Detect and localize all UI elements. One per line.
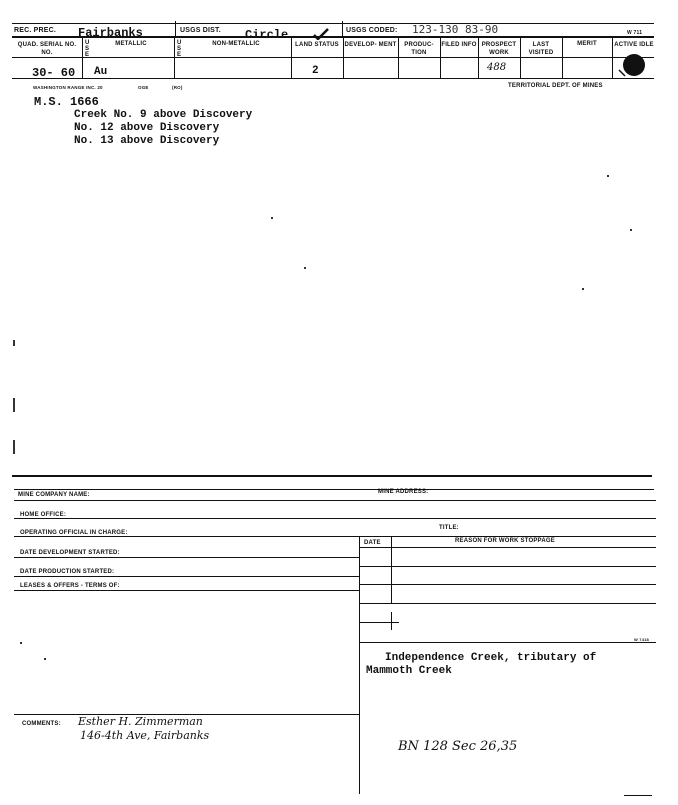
claim-line-3: No. 13 above Discovery [74, 135, 220, 147]
check-mark-icon [313, 27, 329, 39]
date-production-label: DATE PRODUCTION STARTED: [20, 569, 115, 575]
row-quad-serial: 30- 60 [32, 66, 76, 80]
small-code: W 7418 [634, 637, 649, 642]
date-development-label: DATE DEVELOPMENT STARTED: [20, 550, 120, 556]
operating-official-label: OPERATING OFFICIAL IN CHARGE: [20, 530, 128, 536]
ms-number: M.S. 1666 [34, 95, 99, 109]
note-line-1: Independence Creek, tributary of [385, 652, 597, 664]
col-quad-serial: QUAD. SERIAL NO. NO. [17, 42, 77, 56]
title-label: TITLE: [439, 525, 459, 531]
col-use-1: U S E [85, 40, 90, 58]
sub-header-mid1: OGE [138, 85, 149, 90]
scan-speck [13, 440, 15, 454]
usgs-coded-label: USGS CODED: [346, 27, 398, 34]
scan-speck [304, 267, 306, 269]
handwritten-reference: BN 128 Sec 26,35 [398, 739, 518, 754]
col-production: PRODUC- TION [404, 42, 434, 56]
usgs-coded-value: 123-130 83-90 [412, 23, 499, 36]
col-active-idle: ACTIVE IDLE [614, 42, 654, 48]
rec-prec-label: REC. PREC. [14, 27, 57, 34]
col-use-2: U S E [177, 40, 182, 58]
col-prospect-work: PROSPECT WORK [481, 42, 517, 56]
scan-speck [13, 340, 15, 346]
home-office-label: HOME OFFICE: [20, 512, 67, 518]
comment-name: Esther H. Zimmerman [78, 715, 203, 728]
row-prospect-work: 488 [487, 62, 507, 73]
mine-company-label: MINE COMPANY NAME: [18, 492, 90, 498]
row-metallic: Au [94, 66, 108, 78]
scan-speck [20, 642, 22, 644]
sub-header-left: WASHINGTON RANGE INC. 20 [33, 85, 103, 90]
date-col-label: DATE [364, 540, 381, 546]
scan-speck [44, 658, 46, 660]
col-land-status: LAND STATUS [295, 42, 339, 48]
col-non-metallic: NON-METALLIC [212, 41, 260, 47]
usgs-dist-label: USGS DIST. [180, 27, 221, 34]
col-development: DEVELOP- MENT [344, 42, 397, 48]
leases-label: LEASES & OFFERS - TERMS OF: [20, 583, 120, 589]
comments-label: COMMENTS: [22, 721, 61, 727]
note-line-2: Mammoth Creek [366, 665, 452, 677]
active-dot-icon [617, 52, 647, 78]
reason-col-label: REASON FOR WORK STOPPAGE [455, 538, 555, 544]
sub-header-mid2: (RO) [172, 85, 183, 90]
scan-speck [13, 398, 15, 412]
sub-header-right: TERRITORIAL DEPT. OF MINES [508, 83, 603, 89]
corner-code: W 711 [627, 30, 643, 36]
mine-address-label: MINE ADDRESS: [378, 489, 429, 495]
scan-speck [607, 175, 609, 177]
col-metallic: METALLIC [115, 41, 147, 47]
row-land-status: 2 [312, 65, 319, 77]
scan-speck [271, 217, 273, 219]
usgs-dist-value: Circle [245, 28, 289, 42]
rec-prec-value: Fairbanks [78, 26, 143, 40]
claim-line-1: Creek No. 9 above Discovery [74, 109, 253, 121]
col-last-visited: LAST VISITED [528, 42, 554, 56]
scan-speck [630, 229, 632, 231]
claim-line-2: No. 12 above Discovery [74, 122, 220, 134]
col-filed-info: FILED INFO [441, 42, 477, 48]
scan-speck [582, 288, 584, 290]
col-merit: MERIT [577, 41, 597, 47]
comment-address: 146-4th Ave, Fairbanks [80, 729, 210, 742]
